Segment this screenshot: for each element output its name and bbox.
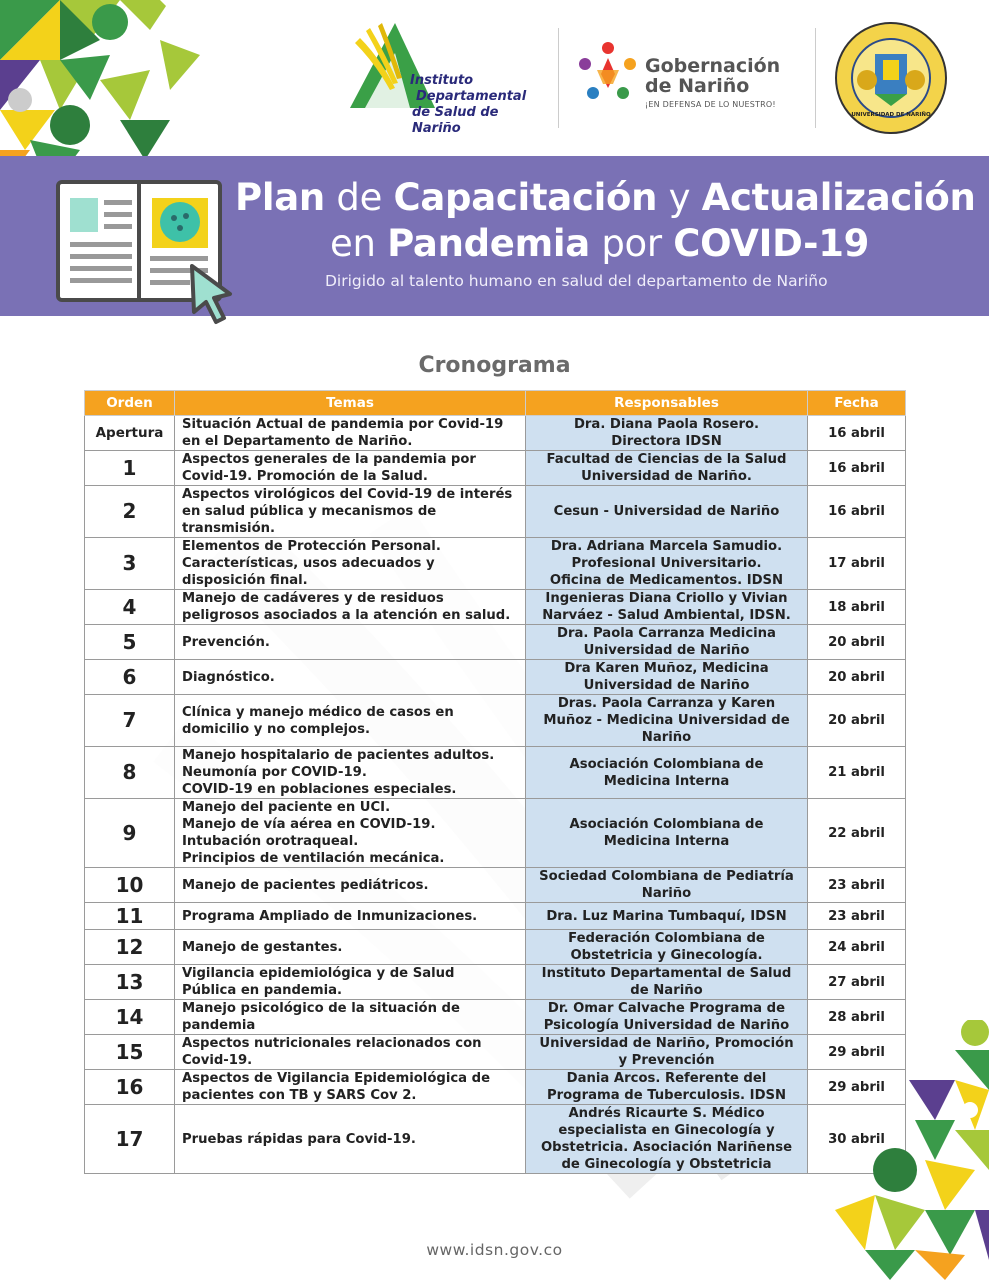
- header-fecha: Fecha: [808, 391, 906, 416]
- cell-orden: 13: [85, 965, 175, 1000]
- title-word-de: de: [324, 176, 394, 219]
- tema-line: Covid-19. Promoción de la Salud.: [182, 469, 428, 484]
- cell-fecha: 16 abril: [808, 451, 906, 486]
- responsable-line: Dra Karen Muñoz, Medicina: [564, 661, 769, 676]
- responsable-line: Facultad de Ciencias de la Salud: [546, 452, 787, 467]
- tema-line: Manejo de cadáveres y de residuos: [182, 591, 444, 606]
- table-row: [85, 538, 906, 590]
- idsn-logo-line3: de Salud de Nariño: [412, 105, 499, 136]
- gobernacion-logo-line2: de Nariño: [645, 75, 750, 97]
- idsn-logo: [340, 18, 550, 136]
- cell-fecha: 29 abril: [808, 1070, 906, 1105]
- tema-line: pandemia: [182, 1018, 256, 1033]
- responsable-line: y Prevención: [618, 1053, 715, 1068]
- responsable-line: Instituto Departamental de Salud: [541, 966, 792, 981]
- tema-line: Manejo de gestantes.: [182, 939, 343, 955]
- cell-responsable: [526, 1035, 808, 1070]
- tema-line: Manejo de pacientes pediátricos.: [182, 877, 429, 893]
- cell-responsable: [526, 868, 808, 903]
- responsable-line: Ingenieras Diana Criollo y Vivian: [545, 591, 788, 606]
- responsable-line: Psicología Universidad de Nariño: [543, 1018, 790, 1033]
- cell-orden: 15: [85, 1035, 175, 1070]
- cell-orden: Apertura: [85, 416, 175, 451]
- responsable-line: Dras. Paola Carranza y Karen: [557, 696, 776, 711]
- title-word-actualizacion: Actualización: [701, 176, 976, 219]
- tema-line: Manejo de vía aérea en COVID-19.: [182, 817, 436, 832]
- tema-line: Manejo psicológico de la situación de: [182, 1001, 460, 1016]
- cell-fecha: 16 abril: [808, 486, 906, 538]
- cell-orden: 7: [85, 695, 175, 747]
- cell-fecha: 20 abril: [808, 660, 906, 695]
- cell-orden: 3: [85, 538, 175, 590]
- table-row: [85, 747, 906, 799]
- cell-responsable: [526, 695, 808, 747]
- cell-responsable: [526, 1105, 808, 1174]
- cell-tema: [175, 660, 526, 695]
- tema-line: Prevención.: [182, 634, 270, 650]
- cell-orden: 9: [85, 799, 175, 868]
- table-row: [85, 660, 906, 695]
- title-word-capacitacion: Capacitación: [393, 176, 658, 219]
- tema-line: peligrosos asociados a la atención en salud.: [182, 608, 511, 623]
- table-row: [85, 416, 906, 451]
- tema-line: Pruebas rápidas para Covid-19.: [182, 1131, 416, 1147]
- cell-fecha: 22 abril: [808, 799, 906, 868]
- cell-fecha: 20 abril: [808, 695, 906, 747]
- tema-line: Situación Actual de pandemia por Covid-19: [182, 417, 504, 432]
- cell-responsable: [526, 625, 808, 660]
- table-row: [85, 695, 906, 747]
- title-word-covid: COVID-19: [673, 222, 870, 265]
- cell-responsable: [526, 1070, 808, 1105]
- responsable-line: Dra. Luz Marina Tumbaquí, IDSN: [546, 908, 787, 924]
- seal-text: UNIVERSIDAD DE NARIÑO: [851, 112, 931, 118]
- responsable-line: de Nariño: [630, 983, 703, 998]
- tema-line: Diagnóstico.: [182, 669, 275, 685]
- table-body: [85, 416, 906, 1174]
- cell-fecha: 16 abril: [808, 416, 906, 451]
- cell-orden: 2: [85, 486, 175, 538]
- tema-line: transmisión.: [182, 521, 276, 536]
- cell-orden: 5: [85, 625, 175, 660]
- responsable-line: Asociación Colombiana de: [569, 817, 764, 832]
- title-word-plan: Plan: [235, 176, 325, 219]
- header-temas: Temas: [175, 391, 526, 416]
- banner-subtitle: Dirigido al talento humano en salud del departamento de Nariño: [325, 272, 828, 290]
- title-word-en: en: [330, 222, 388, 265]
- cell-fecha: 28 abril: [808, 1000, 906, 1035]
- responsable-line: de Ginecología y Obstetricia: [561, 1157, 772, 1172]
- responsable-line: Universidad de Nariño.: [581, 469, 752, 484]
- tema-line: COVID-19 en poblaciones especiales.: [182, 782, 457, 797]
- responsable-line: Sociedad Colombiana de Pediatría: [539, 869, 794, 884]
- cell-tema: [175, 590, 526, 625]
- universidad-narino-seal: [835, 22, 947, 134]
- cell-fecha: 23 abril: [808, 868, 906, 903]
- cell-orden: 8: [85, 747, 175, 799]
- responsable-line: Universidad de Nariño, Promoción: [539, 1036, 794, 1051]
- table-row: [85, 451, 906, 486]
- responsable-line: Medicina Interna: [603, 773, 730, 789]
- cell-responsable: [526, 1000, 808, 1035]
- cell-orden: 14: [85, 1000, 175, 1035]
- cell-tema: [175, 1070, 526, 1105]
- header-responsables: Responsables: [526, 391, 808, 416]
- cell-tema: [175, 1035, 526, 1070]
- seal-lions-icon: [853, 40, 929, 116]
- table-row: [85, 625, 906, 660]
- responsable-line: especialista en Ginecología y: [558, 1123, 775, 1138]
- idsn-logo-line2: Departamental: [416, 89, 527, 104]
- table-row: [85, 1070, 906, 1105]
- document-virus-icon: [52, 176, 242, 336]
- cell-tema: [175, 538, 526, 590]
- responsable-line: Medicina Interna: [603, 834, 730, 849]
- cell-responsable: [526, 451, 808, 486]
- tema-line: disposición final.: [182, 573, 308, 588]
- cell-responsable: [526, 416, 808, 451]
- responsable-line: Universidad de Nariño: [583, 643, 750, 658]
- cell-fecha: 20 abril: [808, 625, 906, 660]
- schedule-table: [84, 390, 906, 1174]
- tema-line: Pública en pandemia.: [182, 983, 343, 998]
- tema-line: Manejo del paciente en UCI.: [182, 800, 391, 815]
- responsable-line: Dr. Omar Calvache Programa de: [547, 1001, 786, 1016]
- cell-orden: 10: [85, 868, 175, 903]
- responsable-line: Profesional Universitario.: [571, 556, 762, 571]
- responsable-line: Universidad de Nariño: [583, 678, 750, 693]
- cell-responsable: [526, 486, 808, 538]
- cell-fecha: 27 abril: [808, 965, 906, 1000]
- table-row: [85, 868, 906, 903]
- responsable-line: Federación Colombiana de: [568, 931, 765, 946]
- cell-fecha: 23 abril: [808, 903, 906, 930]
- cell-responsable: [526, 590, 808, 625]
- cell-responsable: [526, 930, 808, 965]
- tema-line: pacientes con TB y SARS Cov 2.: [182, 1088, 417, 1103]
- responsable-line: Obstetricia. Asociación Nariñense: [540, 1140, 793, 1155]
- cell-tema: [175, 903, 526, 930]
- title-word-por: por: [589, 222, 674, 265]
- cell-orden: 17: [85, 1105, 175, 1174]
- table-row: [85, 1000, 906, 1035]
- cell-fecha: 18 abril: [808, 590, 906, 625]
- cell-responsable: [526, 660, 808, 695]
- tema-line: Elementos de Protección Personal.: [182, 539, 441, 554]
- tema-line: Manejo hospitalario de pacientes adultos.: [182, 748, 495, 763]
- table-row: [85, 799, 906, 868]
- responsable-line: Dra. Paola Carranza Medicina: [557, 626, 776, 641]
- cell-tema: [175, 747, 526, 799]
- cell-tema: [175, 868, 526, 903]
- responsable-line: Nariño: [641, 730, 692, 745]
- cell-orden: 16: [85, 1070, 175, 1105]
- table-row: [85, 903, 906, 930]
- gobernacion-slogan: ¡EN DEFENSA DE LO NUESTRO!: [645, 100, 776, 109]
- tema-line: Vigilancia epidemiológica y de Salud: [182, 966, 455, 981]
- logo-divider: [558, 28, 559, 128]
- title-word-pandemia: Pandemia: [387, 222, 590, 265]
- responsable-line: Asociación Colombiana de: [569, 756, 764, 772]
- cell-tema: [175, 451, 526, 486]
- tema-line: Aspectos generales de la pandemia por: [182, 452, 476, 467]
- cell-fecha: 29 abril: [808, 1035, 906, 1070]
- tema-line: Intubación orotraqueal.: [182, 834, 359, 849]
- cell-tema: [175, 1105, 526, 1174]
- cell-responsable: [526, 799, 808, 868]
- responsable-line: Dra. Diana Paola Rosero.: [573, 417, 760, 432]
- tema-line: Neumonía por COVID-19.: [182, 765, 367, 780]
- responsable-line: Programa de Tuberculosis. IDSN: [546, 1088, 787, 1103]
- responsable-line: Oficina de Medicamentos. IDSN: [549, 573, 784, 588]
- tema-line: Programa Ampliado de Inmunizaciones.: [182, 908, 478, 924]
- cell-tema: [175, 930, 526, 965]
- cell-fecha: 30 abril: [808, 1105, 906, 1174]
- cell-tema: [175, 486, 526, 538]
- cell-orden: 1: [85, 451, 175, 486]
- cell-tema: [175, 695, 526, 747]
- header-orden: Orden: [85, 391, 175, 416]
- responsable-line: Andrés Ricaurte S. Médico: [568, 1106, 765, 1121]
- tema-line: en salud pública y mecanismos de: [182, 504, 437, 519]
- tema-line: en el Departamento de Nariño.: [182, 434, 413, 449]
- footer-website[interactable]: www.idsn.gov.co: [426, 1241, 563, 1259]
- responsable-line: Directora IDSN: [611, 434, 722, 449]
- responsable-line: Dra. Adriana Marcela Samudio.: [550, 539, 783, 554]
- table-header-row: [85, 391, 906, 416]
- gobernacion-logo: [575, 38, 795, 118]
- tema-line: Principios de ventilación mecánica.: [182, 851, 445, 866]
- responsable-line: Muñoz - Medicina Universidad de: [543, 713, 790, 728]
- table-row: [85, 1105, 906, 1174]
- responsable-line: Dania Arcos. Referente del: [566, 1071, 767, 1086]
- tema-line: Características, usos adecuados y: [182, 556, 435, 571]
- table-row: [85, 590, 906, 625]
- responsable-line: Obstetricia y Ginecología.: [570, 948, 763, 963]
- tema-line: Aspectos nutricionales relacionados con: [182, 1036, 482, 1051]
- cell-tema: [175, 416, 526, 451]
- logo-bar: [330, 18, 960, 138]
- tema-line: Aspectos virológicos del Covid-19 de interés: [182, 487, 513, 502]
- banner-title-line2: [330, 222, 869, 265]
- logo-divider-2: [815, 28, 816, 128]
- tema-line: Covid-19.: [182, 1053, 253, 1068]
- cell-orden: 6: [85, 660, 175, 695]
- table-row: [85, 965, 906, 1000]
- cell-tema: [175, 799, 526, 868]
- table-row: [85, 1035, 906, 1070]
- cell-fecha: 17 abril: [808, 538, 906, 590]
- idsn-logo-line1: Instituto: [410, 73, 474, 88]
- cell-tema: [175, 965, 526, 1000]
- tema-line: Aspectos de Vigilancia Epidemiológica de: [182, 1071, 491, 1086]
- tema-line: domicilio y no complejos.: [182, 721, 370, 737]
- cell-tema: [175, 1000, 526, 1035]
- cell-responsable: [526, 903, 808, 930]
- seal-shield: [851, 38, 931, 118]
- cell-orden: 11: [85, 903, 175, 930]
- cell-responsable: [526, 538, 808, 590]
- cell-responsable: [526, 965, 808, 1000]
- gobernacion-logo-mark: [575, 38, 641, 110]
- cell-orden: 12: [85, 930, 175, 965]
- responsable-line: Cesun - Universidad de Nariño: [553, 504, 780, 519]
- section-title: Cronograma: [418, 353, 571, 378]
- table-row: [85, 486, 906, 538]
- responsable-line: Nariño: [641, 886, 692, 901]
- table-row: [85, 930, 906, 965]
- cell-fecha: 24 abril: [808, 930, 906, 965]
- title-word-y: y: [657, 176, 702, 219]
- cell-responsable: [526, 747, 808, 799]
- banner-title-line1: [235, 176, 976, 219]
- gobernacion-logo-line1: Gobernación: [645, 55, 781, 77]
- tema-line: Clínica y manejo médico de casos en: [182, 704, 454, 720]
- cell-fecha: 21 abril: [808, 747, 906, 799]
- cell-orden: 4: [85, 590, 175, 625]
- responsable-line: Narváez - Salud Ambiental, IDSN.: [542, 608, 791, 623]
- cell-tema: [175, 625, 526, 660]
